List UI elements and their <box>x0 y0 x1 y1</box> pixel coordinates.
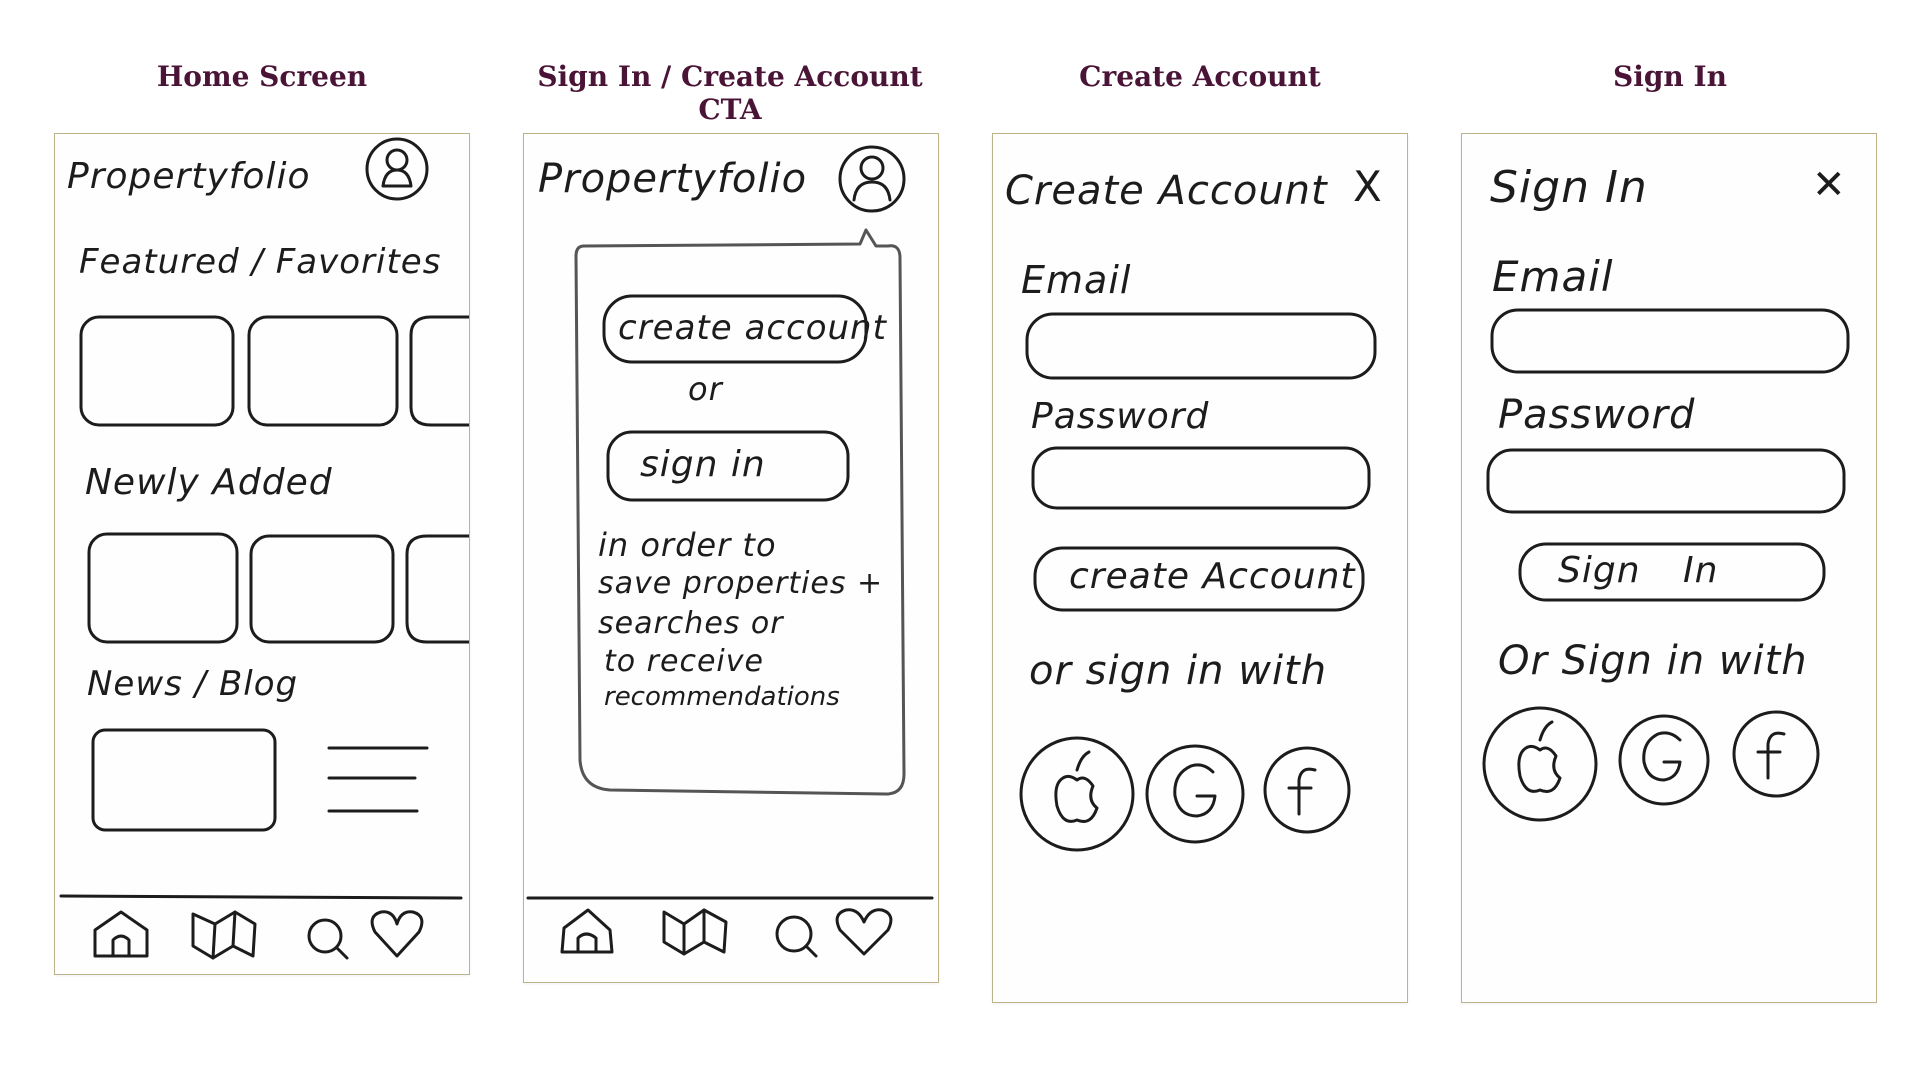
column-title-sign-in: Sign In <box>1613 60 1727 93</box>
apple-icon[interactable] <box>1484 708 1596 820</box>
sign-in-frame <box>1461 133 1877 1003</box>
profile-icon[interactable] <box>840 147 904 211</box>
search-icon[interactable] <box>309 920 347 958</box>
password-field[interactable] <box>1488 450 1844 512</box>
app-name: Propertyfolio <box>67 156 311 197</box>
facebook-icon[interactable] <box>1265 748 1349 832</box>
create-account-label: create account <box>618 308 887 348</box>
social-label: or sign in with <box>1029 648 1328 694</box>
section-title-newly-added: Newly Added <box>85 462 333 503</box>
app-name: Propertyfolio <box>538 156 808 202</box>
facebook-icon[interactable] <box>1734 712 1818 796</box>
heart-icon[interactable] <box>837 910 891 954</box>
heart-icon[interactable] <box>372 912 422 956</box>
section-title-news: News / Blog <box>87 664 299 704</box>
new-tile[interactable] <box>251 536 393 642</box>
social-label: Or Sign in with <box>1498 638 1808 684</box>
password-field[interactable] <box>1033 448 1369 508</box>
google-icon[interactable] <box>1147 746 1243 842</box>
sign-in-button-label: Sign In <box>1558 550 1719 591</box>
close-icon[interactable]: X <box>1353 162 1383 211</box>
new-tile[interactable] <box>89 534 237 642</box>
sign-in-label: sign in <box>640 444 766 485</box>
cta-screen-frame <box>523 133 939 983</box>
featured-tile[interactable] <box>249 317 397 425</box>
home-screen-frame <box>54 133 470 975</box>
map-icon[interactable] <box>664 910 726 954</box>
or-label: or <box>688 370 723 408</box>
cta-message-line: in order to <box>598 526 777 564</box>
email-label: Email <box>1021 258 1132 302</box>
cta-message-line: save properties + <box>598 566 884 601</box>
search-icon[interactable] <box>777 917 816 956</box>
create-account-button-label: create Account <box>1069 556 1356 597</box>
cta-message-line: searches or <box>598 606 784 641</box>
column-title-cta: Sign In / Create Account CTA <box>537 60 923 126</box>
home-icon[interactable] <box>562 910 612 952</box>
featured-tile[interactable] <box>411 317 469 425</box>
screen-title: Create Account <box>1005 168 1328 214</box>
home-icon[interactable] <box>95 912 147 956</box>
section-title-featured: Featured / Favorites <box>79 242 442 282</box>
profile-icon[interactable] <box>367 139 427 199</box>
password-label: Password <box>1031 396 1210 437</box>
google-icon[interactable] <box>1620 716 1708 804</box>
column-title-home: Home Screen <box>156 60 368 93</box>
cta-message-line: to receive <box>604 644 764 679</box>
column-title-create-account: Create Account <box>1079 60 1321 93</box>
cta-message-line: recommendations <box>604 682 840 712</box>
new-tile[interactable] <box>407 536 469 642</box>
screen-title: Sign In <box>1490 162 1648 213</box>
email-label: Email <box>1492 252 1614 301</box>
create-account-frame <box>992 133 1408 1003</box>
email-field[interactable] <box>1027 314 1375 378</box>
close-icon[interactable]: ✕ <box>1812 162 1847 208</box>
map-icon[interactable] <box>193 912 255 958</box>
featured-tile[interactable] <box>81 317 233 425</box>
email-field[interactable] <box>1492 310 1848 372</box>
password-label: Password <box>1498 392 1696 438</box>
news-tile[interactable] <box>93 730 275 830</box>
apple-icon[interactable] <box>1021 738 1133 850</box>
